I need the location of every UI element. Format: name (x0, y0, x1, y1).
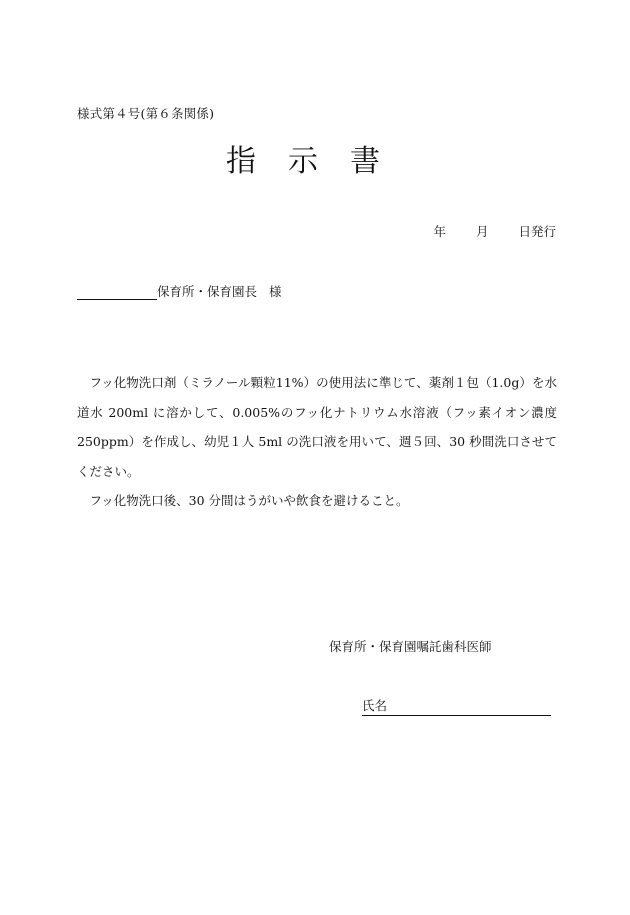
instruction-body (77, 368, 557, 516)
form-number: 様式第４号(第６条関係) (77, 106, 215, 121)
instruction-paragraph-2: フッ化物洗口後、30 分間はうがいや飲食を避けること。 (89, 493, 409, 508)
issue-month-label: 月 (475, 224, 489, 239)
issue-day-label: 日発行 (518, 224, 556, 239)
document-title: 指示書 (226, 144, 412, 179)
instruction-paragraph-1: フッ化物洗口剤（ミラノール顆粒11%）の使用法に準じて、薬剤１包（1.0g）を水道水 200ml に溶かして、0.005%のフッ化ナトリウム水溶液（フッ素イオン濃度 250ppm）を作成し、幼児１人 5ml の洗口液を用いて、週５回、30 秒間洗口させてください。 (77, 375, 557, 479)
addressee-blank-line (77, 285, 157, 300)
signer-title: 保育所・保育園嘱託歯科医師 (329, 639, 492, 654)
issue-year-label: 年 (433, 224, 446, 239)
addressee-honorific: 様 (269, 284, 282, 299)
addressee-name: 保育所・保育園長 (157, 284, 258, 299)
addressee (77, 282, 282, 300)
signer-name-label: 氏名 (362, 698, 388, 713)
signer-name-field (362, 696, 551, 716)
issue-date (433, 222, 556, 240)
